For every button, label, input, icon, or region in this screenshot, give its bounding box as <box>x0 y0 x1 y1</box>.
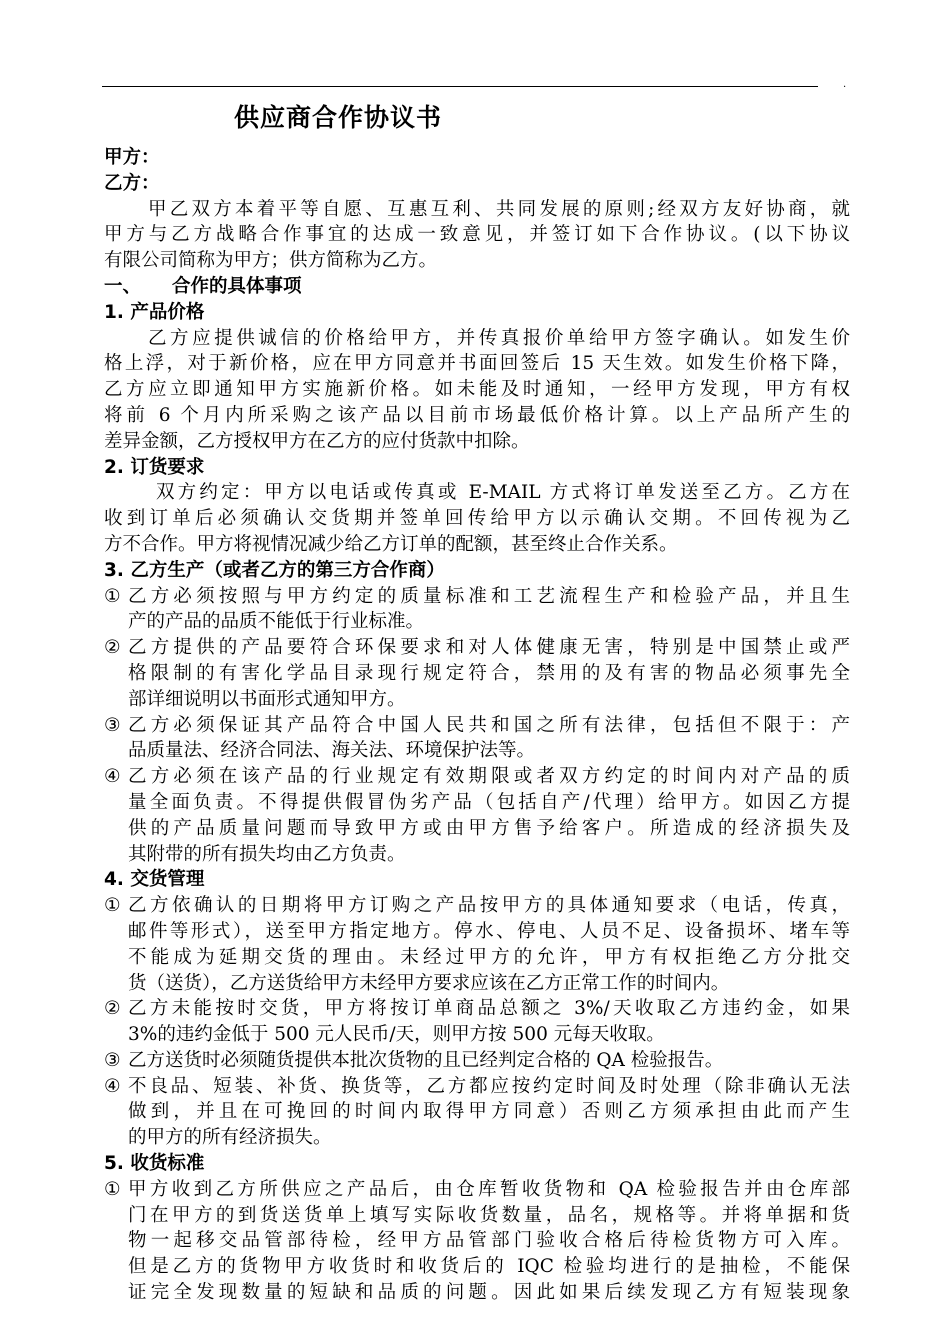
item-number: ③ <box>104 1049 121 1071</box>
text-line: 乙方应提供诚信的价格给甲方，并传真报价单给甲方签字确认。如发生价 <box>148 327 850 349</box>
item-number: ② <box>104 637 121 659</box>
text-line: 有限公司简称为甲方；供方简称为乙方。 <box>104 250 438 272</box>
list-item <box>104 996 850 1048</box>
text-line: 3%的违约金低于 500 元人民币/天，则甲方按 500 元每天收取。 <box>128 1024 665 1046</box>
item-number: ① <box>104 895 121 917</box>
document-title: 供应商合作协议书 <box>234 103 443 132</box>
text-line: 货（送货），乙方送货给甲方未经甲方要求应该在乙方正常工作的时间内。 <box>128 972 730 994</box>
text-line: 的甲方的所有经济损失。 <box>128 1127 332 1149</box>
subsection-heading: 1. 产品价格 <box>104 301 205 323</box>
text-line: 不能成为延期交货的理由。未经过甲方的允许，甲方有权拒绝乙方分批交 <box>128 946 850 968</box>
text-line: 甲方收到乙方所供应之产品后，由仓库暂收货物和 QA 检验报告并由仓库部 <box>128 1178 850 1200</box>
subsection-heading: 2. 订货要求 <box>104 456 205 478</box>
party-b-label: 乙方： <box>104 172 160 194</box>
text-line: 乙方必须保证其产品符合中国人民共和国之所有法律，包括但不限于：产 <box>128 714 850 736</box>
order-paragraph <box>104 480 850 557</box>
text-line: 乙方未能按时交货，甲方将按订单商品总额之 3%/天收取乙方违约金，如果 <box>128 998 850 1020</box>
document-body <box>104 145 850 1306</box>
text-line: 但是乙方的货物甲方收货时和收货后的 IQC 检验均进行的是抽检，不能保 <box>128 1256 850 1278</box>
section-number: 一、 <box>104 275 142 297</box>
list-item <box>104 1048 850 1074</box>
text-line: 格限制的有害化学品目录现行规定符合，禁用的及有害的物品必须事先全 <box>128 662 850 684</box>
item-number: ③ <box>104 714 121 736</box>
item-number: ② <box>104 998 121 1020</box>
text-line: 方不合作。甲方将视情况减少给乙方订单的配额，甚至终止合作关系。 <box>104 533 678 555</box>
text-line: 做到，并且在可挽回的时间内取得甲方同意）否则乙方须承担由此而产生 <box>128 1101 850 1123</box>
text-line: 门在甲方的到货送货单上填写实际收货数量，品名，规格等。并将单据和货 <box>128 1204 850 1226</box>
header-rule <box>102 86 818 87</box>
text-line: 证完全发现数量的短缺和品质的问题。因此如果后续发现乙方有短装现象 <box>128 1282 850 1304</box>
intro-paragraph <box>104 197 850 274</box>
item-number: ④ <box>104 1075 121 1097</box>
text-line: 差异金额，乙方授权甲方在乙方的应付货款中扣除。 <box>104 430 530 452</box>
list-item <box>104 713 850 765</box>
price-paragraph <box>104 326 850 455</box>
text-line: 量全面负责。不得提供假冒伪劣产品（包括自产/代理）给甲方。如因乙方提 <box>128 791 850 813</box>
text-line: 供的产品质量问题而导致甲方或由甲方售予给客户。所造成的经济损失及 <box>128 817 850 839</box>
text-line: 收到订单后必须确认交货期并签单回传给甲方以示确认交期。不回传视为乙 <box>104 508 850 530</box>
subsection-heading: 3. 乙方生产（或者乙方的第三方合作商） <box>104 559 445 581</box>
list-item <box>104 584 850 636</box>
text-line: 格上浮，对于新价格，应在甲方同意并书面回签后 15 天生效。如发生价格下降， <box>104 353 850 375</box>
list-item <box>104 1177 850 1306</box>
text-line: 乙方送货时必须随货提供本批次货物的且已经判定合格的 QA 检验报告。 <box>128 1049 724 1071</box>
header-dot: . <box>843 79 847 90</box>
list-item <box>104 764 850 867</box>
item-number: ① <box>104 1178 121 1200</box>
subsection-heading: 5. 收货标准 <box>104 1153 205 1175</box>
party-a-label: 甲方： <box>104 147 160 168</box>
item-number: ① <box>104 585 121 607</box>
subsection-heading: 4. 交货管理 <box>104 869 205 891</box>
text-line: 乙方依确认的日期将甲方订购之产品按甲方的具体通知要求（电话，传真， <box>128 895 850 917</box>
text-line: 乙方必须按照与甲方约定的质量标准和工艺流程生产和检验产品，并且生 <box>128 585 850 607</box>
text-line: 品质量法、经济合同法、海关法、环境保护法等。 <box>128 740 536 762</box>
text-line: 其附带的所有损失均由乙方负责。 <box>128 843 406 865</box>
text-line: 乙方提供的产品要符合环保要求和对人体健康无害，特别是中国禁止或严 <box>128 637 850 659</box>
item-number: ④ <box>104 766 121 788</box>
text-line: 双方约定：甲方以电话或传真或 E-MAIL 方式将订单发送至乙方。乙方在 <box>156 482 850 504</box>
text-line: 甲乙双方本着平等自愿、互惠互利、共同发展的原则;经双方友好协商，就 <box>148 198 850 220</box>
text-line: 将前 6 个月内所采购之该产品以目前市场最低价格计算。以上产品所产生的 <box>104 404 850 426</box>
text-line: 不良品、短装、补货、换货等，乙方都应按约定时间及时处理（除非确认无法 <box>128 1075 850 1097</box>
list-item <box>104 635 850 712</box>
text-line: 乙方应立即通知甲方实施新价格。如未能及时通知，一经甲方发现，甲方有权 <box>104 379 850 401</box>
section-title: 合作的具体事项 <box>172 275 302 297</box>
text-line: 产的产品的品质不能低于行业标准。 <box>128 611 425 633</box>
list-item <box>104 893 850 996</box>
text-line: 部详细说明以书面形式通知甲方。 <box>128 688 406 710</box>
text-line: 物一起移交品管部待检，经甲方品管部门验收合格后待检货物方可入库。 <box>128 1230 850 1252</box>
list-item <box>104 1074 850 1151</box>
text-line: 甲方与乙方战略合作事宜的达成一致意见，并签订如下合作协议。(以下协议 <box>104 224 850 246</box>
section-heading <box>104 274 850 300</box>
text-line: 乙方必须在该产品的行业规定有效期限或者双方约定的时间内对产品的质 <box>128 766 850 788</box>
text-line: 邮件等形式），送至甲方指定地方。停水、停电、人员不足、设备损坏、堵车等 <box>128 920 850 942</box>
